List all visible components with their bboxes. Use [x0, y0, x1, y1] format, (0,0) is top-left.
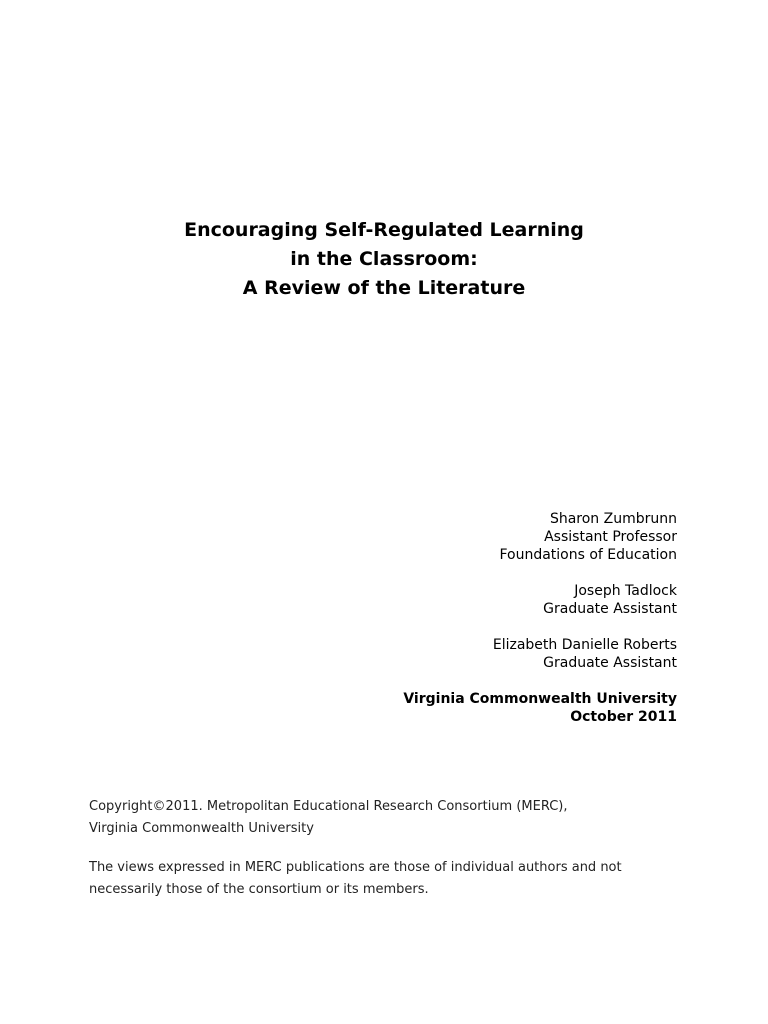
publication-date: October 2011 — [570, 709, 677, 725]
institution-name: Virginia Commonwealth University — [403, 691, 677, 707]
author-name: Joseph Tadlock — [574, 583, 677, 599]
document-title — [0, 216, 768, 303]
title-line-3: A Review of the Literature — [242, 277, 526, 299]
author-name: Sharon Zumbrunn — [549, 511, 677, 527]
author-role: Graduate Assistant — [543, 655, 677, 671]
title-line-2: in the Classroom: — [290, 248, 478, 270]
author-name: Elizabeth Danielle Roberts — [492, 637, 677, 653]
author-roberts — [257, 636, 677, 672]
author-department: Foundations of Education — [499, 547, 677, 563]
copyright-line-2: Virginia Commonwealth University — [89, 821, 314, 836]
footer-notes — [89, 796, 689, 918]
author-block — [257, 510, 677, 744]
title-line-1: Encouraging Self-Regulated Learning — [184, 219, 584, 241]
copyright-line-1: Copyright©2011. Metropolitan Educational Research Consortium (MERC), — [89, 799, 568, 814]
author-role: Assistant Professor — [544, 529, 677, 545]
author-tadlock — [257, 582, 677, 618]
institution-block — [257, 690, 677, 726]
author-role: Graduate Assistant — [543, 601, 677, 617]
disclaimer-line-2: necessarily those of the consortium or its members. — [89, 882, 429, 897]
disclaimer-notice — [89, 857, 689, 901]
copyright-notice — [89, 796, 689, 840]
disclaimer-line-1: The views expressed in MERC publications are those of individual authors and not — [89, 860, 622, 875]
author-zumbrunn — [257, 510, 677, 564]
